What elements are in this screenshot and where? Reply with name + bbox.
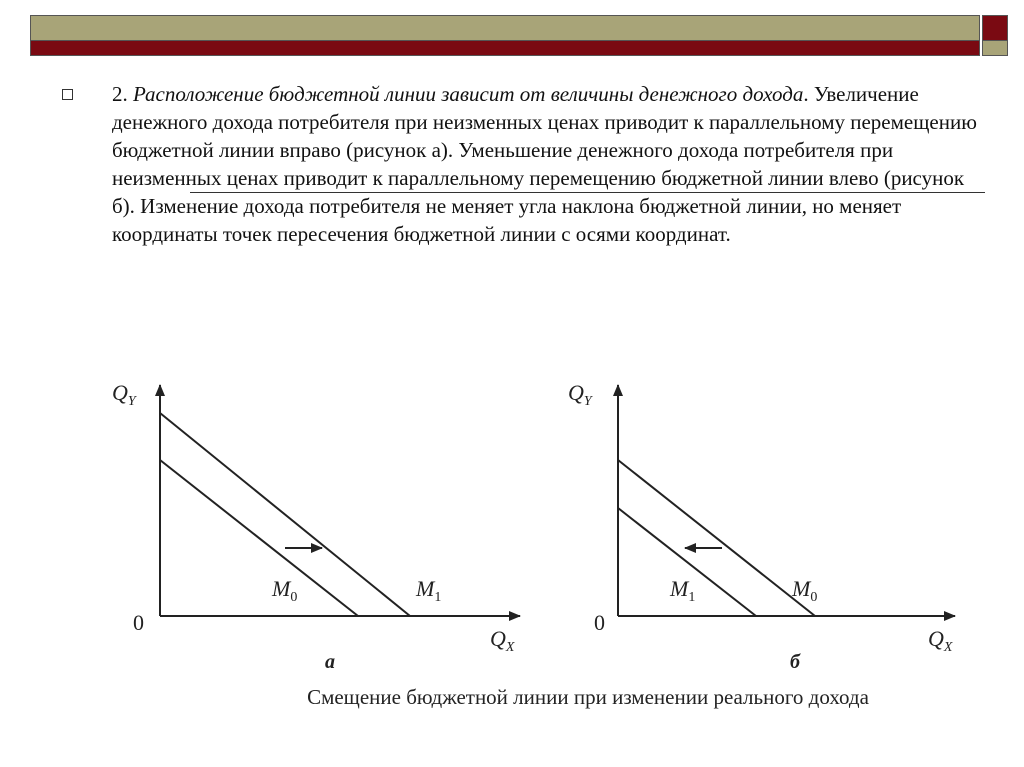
panel-b-outer-label: $M_0$ bbox=[792, 576, 818, 605]
panel-b-inner-label: $M_1$ bbox=[670, 576, 696, 605]
panel-b bbox=[568, 380, 955, 673]
panel-b-letter: б bbox=[790, 651, 800, 673]
panel-a-budget-line-inner bbox=[160, 460, 358, 616]
panel-a-inner-label: $M_0$ bbox=[272, 576, 298, 605]
panel-a-letter: а bbox=[325, 651, 335, 673]
panel-a-y-label: $Q_Y$ bbox=[112, 380, 136, 409]
panel-a-x-label: $Q_X$ bbox=[490, 626, 515, 655]
panel-b-x-label: $Q_X$ bbox=[928, 626, 953, 655]
panel-b-origin: 0 bbox=[594, 610, 605, 635]
panel-b-y-label: $Q_Y$ bbox=[568, 380, 592, 409]
figure-caption: Смещение бюджетной линии при изменении реального дохода bbox=[307, 685, 869, 709]
panel-a bbox=[112, 380, 520, 673]
panel-b-budget-line-outer bbox=[618, 460, 818, 616]
paragraph-italic-lead: Расположение бюджетной линии зависит от величины денежного дохода bbox=[127, 82, 804, 106]
paragraph-number: 2. bbox=[112, 82, 128, 106]
panel-a-origin: 0 bbox=[133, 610, 144, 635]
panel-a-outer-label: $M_1$ bbox=[416, 576, 442, 605]
paragraph-text: . Увеличение денежного дохода потребителя при неизменных ценах приводит к параллельному перемещению бюджетной линии вправо (рисунок а). Уменьшение денежного дохода потребителя при неизменных ценах приводит к параллельному перемещению бюджетной линии влево (рисунок б). Изменение дохода потребителя не меняет угла наклона бюджетной линии, но меняет координаты точек пересечения бюджетной линии с осями координат. bbox=[112, 82, 977, 246]
